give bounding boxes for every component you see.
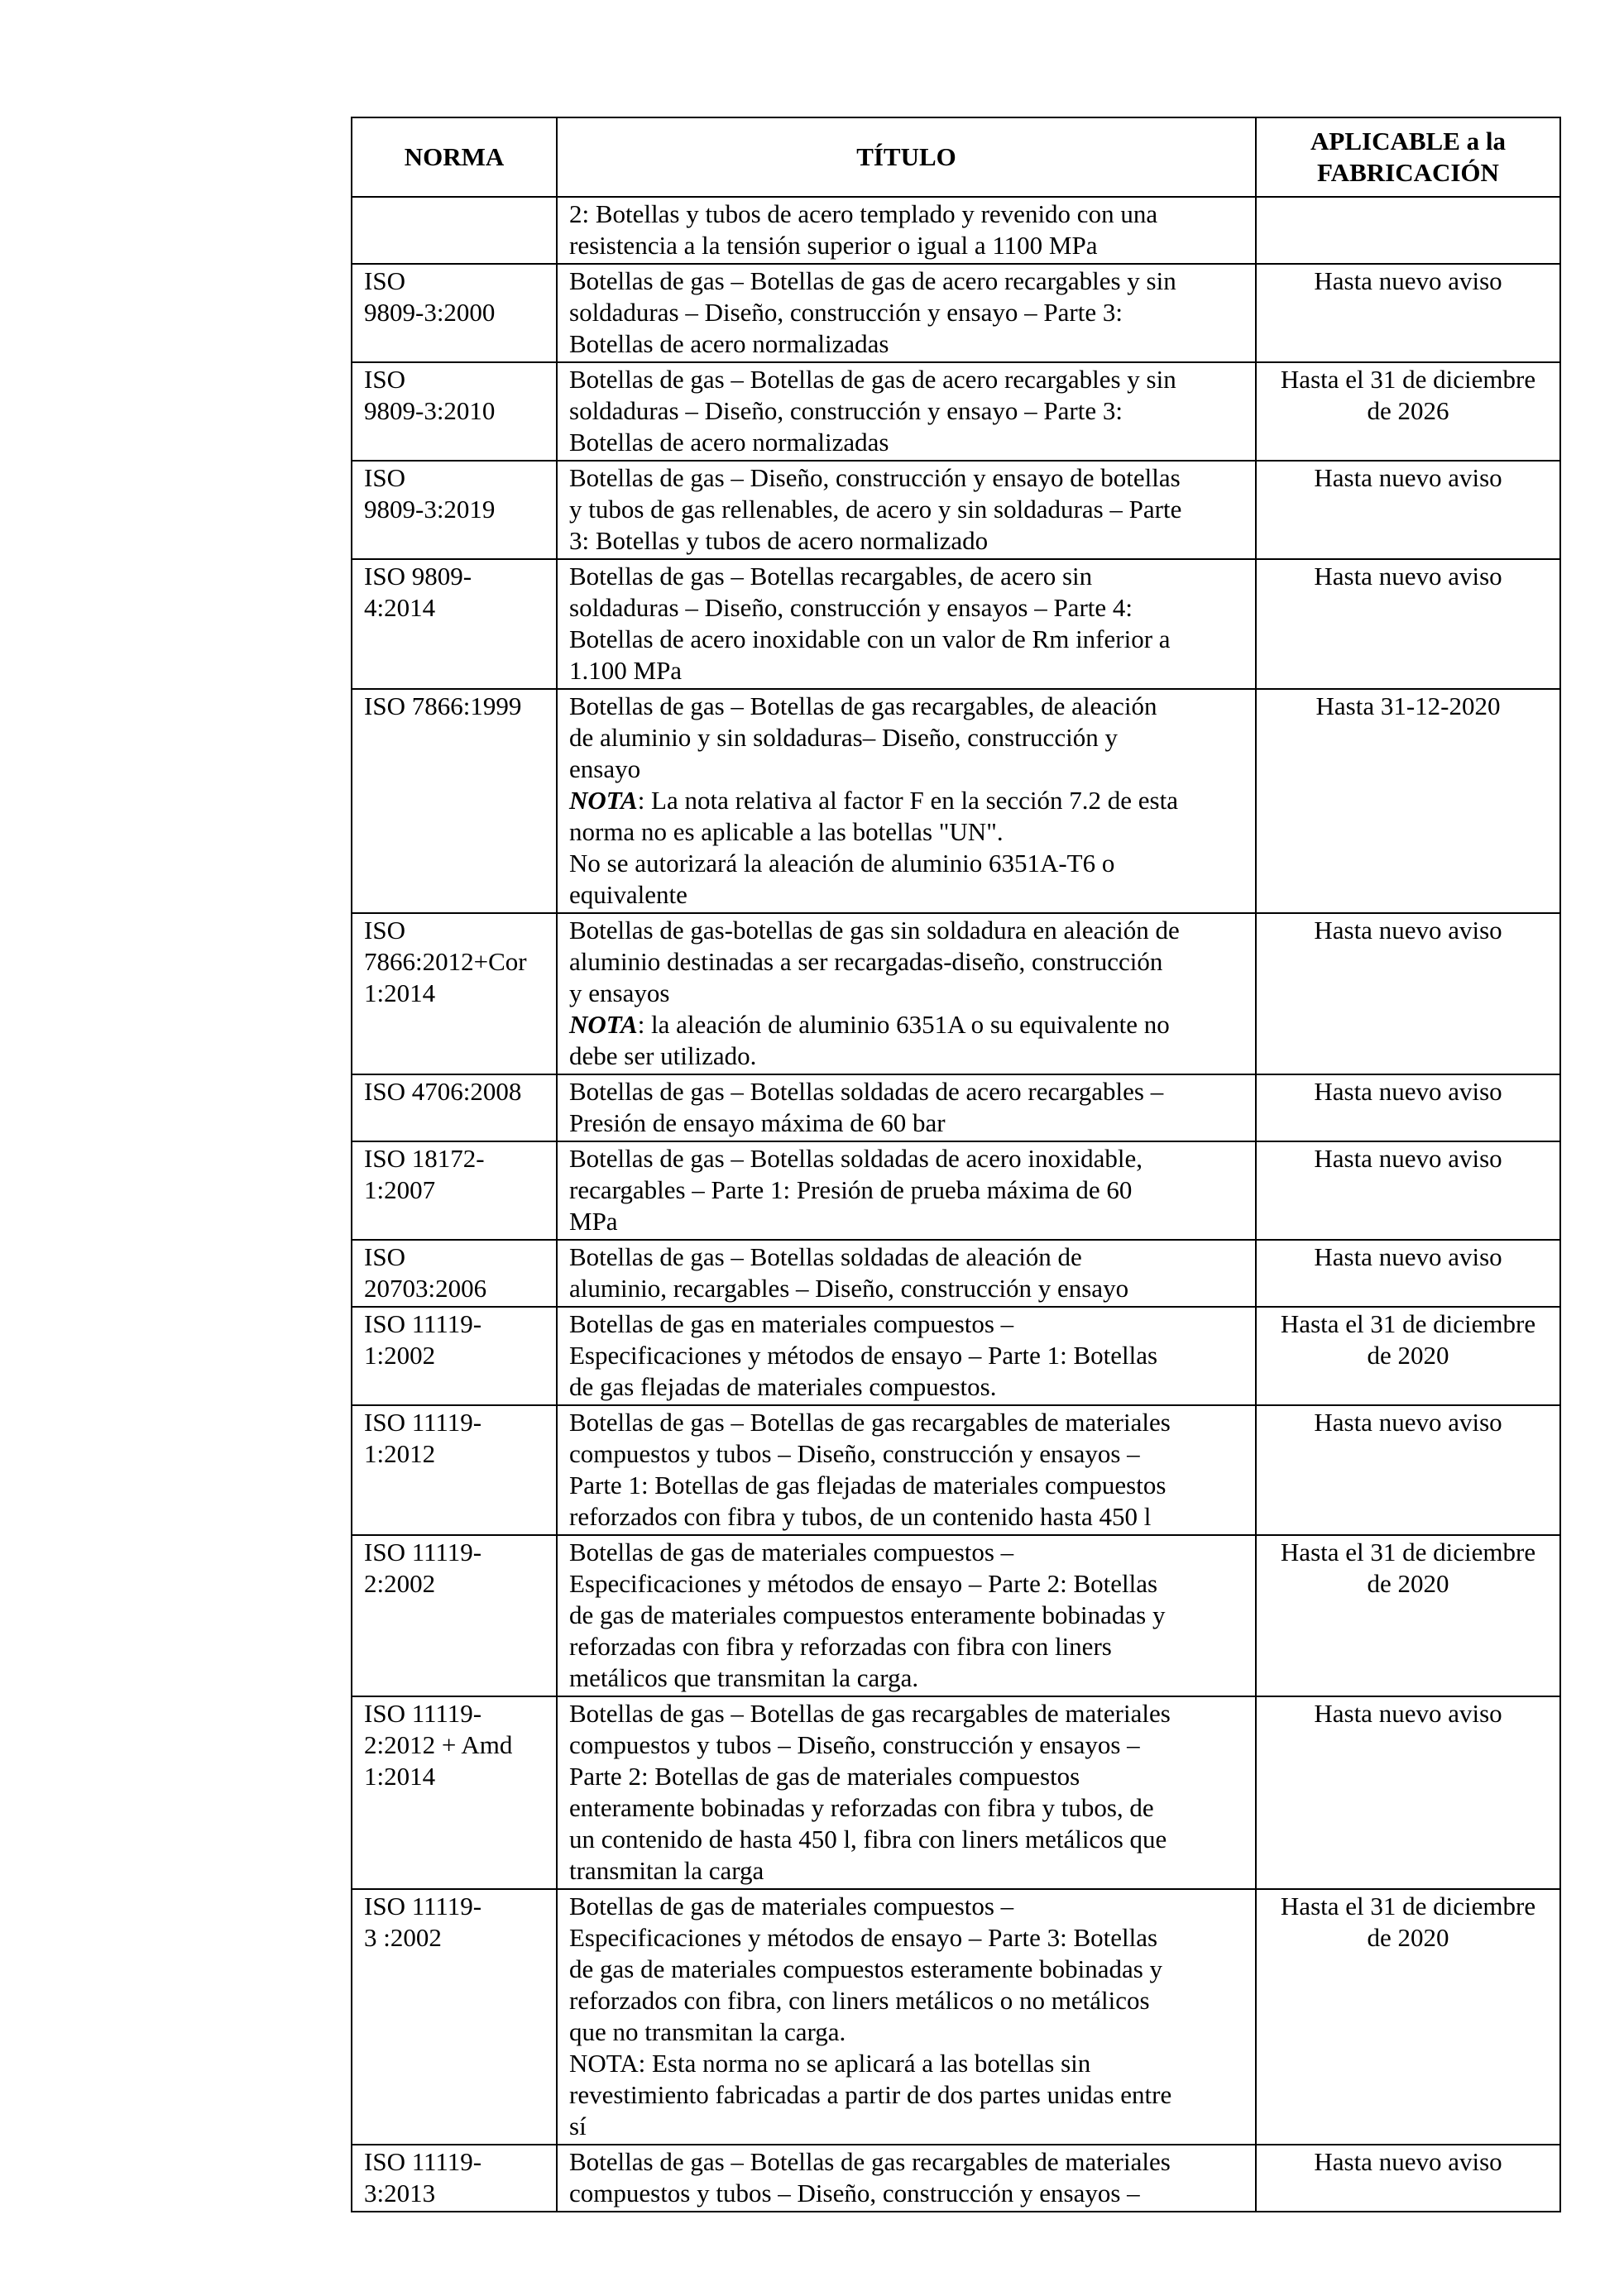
norma-line: 2:2002 (364, 1569, 436, 1598)
titulo-line: Botellas de gas – Botellas de gas recargables de materiales (569, 1408, 1171, 1437)
titulo-cell (557, 559, 1256, 689)
norma-cell (352, 461, 557, 559)
titulo-line: Botellas de gas – Botellas soldadas de acero inoxidable, (569, 1144, 1143, 1173)
titulo-line: un contenido de hasta 450 l, fibra con liners metálicos que (569, 1825, 1167, 1854)
titulo-line: de gas flejadas de materiales compuestos. (569, 1372, 997, 1401)
nota-label: NOTA (569, 1010, 638, 1039)
aplicable-cell (1256, 1696, 1560, 1889)
titulo-line: Botellas de gas – Botellas de gas de acero recargables y sin (569, 266, 1176, 295)
titulo-cell (557, 362, 1256, 461)
aplicable-cell (1256, 1535, 1560, 1696)
titulo-cell (557, 264, 1256, 362)
norma-cell (352, 362, 557, 461)
table-row (352, 264, 1560, 362)
titulo-cell (557, 1141, 1256, 1240)
nota-label: NOTA (569, 786, 638, 815)
titulo-line: de gas de materiales compuestos enteramente bobinadas y (569, 1600, 1166, 1629)
titulo-cell (557, 1240, 1256, 1307)
titulo-line: 2: Botellas y tubos de acero templado y revenido con una (569, 199, 1158, 228)
table-row (352, 461, 1560, 559)
titulo-line: Botellas de gas en materiales compuestos – (569, 1309, 1014, 1338)
norma-line: ISO 11119- (364, 1892, 482, 1921)
titulo-line: transmitan la carga (569, 1856, 764, 1885)
titulo-line: Botellas de gas-botellas de gas sin soldadura en aleación de (569, 916, 1180, 945)
titulo-cell (557, 1074, 1256, 1141)
norma-line: 9809-3:2019 (364, 495, 496, 524)
norma-cell (352, 1074, 557, 1141)
titulo-line: Parte 2: Botellas de gas de materiales compuestos (569, 1762, 1080, 1791)
titulo-cell (557, 1535, 1256, 1696)
aplicable-cell (1256, 913, 1560, 1074)
titulo-line: Especificaciones y métodos de ensayo – Parte 1: Botellas (569, 1341, 1158, 1370)
norma-cell (352, 689, 557, 913)
norma-line: ISO (364, 463, 405, 492)
titulo-line: norma no es aplicable a las botellas "UN". (569, 817, 1004, 846)
aplicable-line: de 2026 (1367, 396, 1449, 425)
aplicable-cell (1256, 2145, 1560, 2212)
titulo-line: y tubos de gas rellenables, de acero y sin soldaduras – Parte (569, 495, 1182, 524)
aplicable-cell (1256, 1889, 1560, 2145)
aplicable-line: Hasta nuevo aviso (1314, 1699, 1502, 1728)
norma-cell (352, 264, 557, 362)
norma-line: ISO (364, 266, 405, 295)
norma-line: 20703:2006 (364, 1274, 487, 1303)
titulo-line: compuestos y tubos – Diseño, construcción y ensayos – (569, 2179, 1140, 2208)
aplicable-line: de 2020 (1367, 1569, 1449, 1598)
standards-table (351, 117, 1561, 2212)
titulo-line: Especificaciones y métodos de ensayo – Parte 3: Botellas (569, 1923, 1158, 1952)
titulo-line: Botellas de gas – Botellas recargables, de acero sin (569, 562, 1093, 591)
titulo-line: Botellas de gas de materiales compuestos – (569, 1892, 1014, 1921)
titulo-line: ensayo (569, 754, 641, 783)
table-row (352, 362, 1560, 461)
nota-text: : la aleación de aluminio 6351A o su equivalente no (637, 1010, 1170, 1039)
table-body (352, 197, 1560, 2212)
aplicable-line: Hasta nuevo aviso (1314, 916, 1502, 945)
titulo-line: Especificaciones y métodos de ensayo – Parte 2: Botellas (569, 1569, 1158, 1598)
norma-cell (352, 1307, 557, 1405)
table-row (352, 1074, 1560, 1141)
titulo-line: Parte 1: Botellas de gas flejadas de materiales compuestos (569, 1471, 1167, 1500)
titulo-cell (557, 1696, 1256, 1889)
norma-line: 1:2012 (364, 1439, 436, 1468)
norma-cell (352, 913, 557, 1074)
titulo-line: revestimiento fabricadas a partir de dos partes unidas entre (569, 2080, 1172, 2109)
aplicable-line: Hasta 31-12-2020 (1315, 691, 1501, 720)
aplicable-cell (1256, 689, 1560, 913)
titulo-line: Presión de ensayo máxima de 60 bar (569, 1108, 946, 1137)
aplicable-line: Hasta nuevo aviso (1314, 1242, 1502, 1271)
norma-line: ISO 7866:1999 (364, 691, 522, 720)
titulo-line: No se autorizará la aleación de aluminio 6351A-T6 o (569, 849, 1115, 878)
titulo-line: Botellas de gas – Botellas soldadas de aleación de (569, 1242, 1082, 1271)
titulo-cell (557, 913, 1256, 1074)
titulo-line: y ensayos (569, 978, 670, 1007)
aplicable-line: Hasta nuevo aviso (1314, 2147, 1502, 2176)
norma-cell (352, 1240, 557, 1307)
titulo-line: Botellas de gas – Botellas de gas recargables de materiales (569, 1699, 1171, 1728)
aplicable-line: Hasta nuevo aviso (1314, 1144, 1502, 1173)
aplicable-cell (1256, 1240, 1560, 1307)
titulo-line: aluminio destinadas a ser recargadas-diseño, construcción (569, 947, 1163, 976)
norma-line: 4:2014 (364, 593, 436, 622)
aplicable-cell (1256, 1405, 1560, 1535)
table-row (352, 559, 1560, 689)
titulo-line: debe ser utilizado. (569, 1041, 757, 1070)
titulo-line: Botellas de gas – Botellas de gas de acero recargables y sin (569, 365, 1176, 394)
titulo-line: recargables – Parte 1: Presión de prueba máxima de 60 (569, 1175, 1133, 1204)
titulo-line: Botellas de gas de materiales compuestos – (569, 1538, 1014, 1567)
titulo-line: reforzados con fibra y tubos, de un contenido hasta 450 l (569, 1502, 1152, 1531)
aplicable-line: de 2020 (1367, 1923, 1449, 1952)
table-row (352, 1889, 1560, 2145)
titulo-line: de gas de materiales compuestos esteramente bobinadas y (569, 1954, 1163, 1983)
norma-line: ISO (364, 916, 405, 945)
titulo-line: de aluminio y sin soldaduras– Diseño, construcción y (569, 723, 1118, 752)
aplicable-line: Hasta nuevo aviso (1314, 1077, 1502, 1106)
aplicable-cell (1256, 461, 1560, 559)
norma-line: 1:2002 (364, 1341, 436, 1370)
norma-cell (352, 559, 557, 689)
aplicable-line: Hasta el 31 de diciembre (1280, 365, 1536, 394)
titulo-line: soldaduras – Diseño, construcción y ensayos – Parte 4: (569, 593, 1133, 622)
norma-cell (352, 1405, 557, 1535)
titulo-cell (557, 1405, 1256, 1535)
norma-line: ISO 11119- (364, 1699, 482, 1728)
titulo-line: equivalente (569, 880, 687, 909)
table-row (352, 1535, 1560, 1696)
header-norma: NORMA (352, 117, 557, 197)
norma-line: ISO 4706:2008 (364, 1077, 522, 1106)
titulo-line (569, 1009, 1243, 1040)
aplicable-line: de 2020 (1367, 1341, 1449, 1370)
norma-line: 7866:2012+Cor (364, 947, 527, 976)
table-row (352, 1141, 1560, 1240)
titulo-line: Botellas de acero normalizadas (569, 428, 889, 457)
norma-line: ISO 11119- (364, 2147, 482, 2176)
titulo-line: Botellas de acero normalizadas (569, 329, 889, 358)
aplicable-line: Hasta el 31 de diciembre (1280, 1309, 1536, 1338)
aplicable-cell (1256, 264, 1560, 362)
norma-cell (352, 1141, 557, 1240)
nota-text: : La nota relativa al factor F en la sección 7.2 de esta (637, 786, 1178, 815)
header-titulo: TÍTULO (557, 117, 1256, 197)
titulo-line: sí (569, 2112, 587, 2141)
titulo-line: compuestos y tubos – Diseño, construcción y ensayos – (569, 1439, 1140, 1468)
titulo-line: Botellas de acero inoxidable con un valor de Rm inferior a (569, 624, 1171, 653)
table-row (352, 1307, 1560, 1405)
titulo-line: Botellas de gas – Botellas de gas recargables, de aleación (569, 691, 1157, 720)
titulo-line: reforzados con fibra, con liners metálicos o no metálicos (569, 1986, 1150, 2015)
titulo-line: soldaduras – Diseño, construcción y ensayo – Parte 3: (569, 298, 1123, 327)
aplicable-line: Hasta el 31 de diciembre (1280, 1538, 1536, 1567)
aplicable-line: Hasta nuevo aviso (1314, 463, 1502, 492)
norma-line: ISO 11119- (364, 1309, 482, 1338)
table-row (352, 913, 1560, 1074)
norma-line: ISO 18172- (364, 1144, 485, 1173)
norma-line: ISO (364, 1242, 405, 1271)
titulo-cell (557, 197, 1256, 264)
titulo-line: compuestos y tubos – Diseño, construcción y ensayos – (569, 1730, 1140, 1759)
titulo-cell (557, 1307, 1256, 1405)
norma-line: 1:2007 (364, 1175, 436, 1204)
titulo-line: resistencia a la tensión superior o igual a 1100 MPa (569, 231, 1098, 260)
titulo-cell (557, 461, 1256, 559)
titulo-line: reforzadas con fibra y reforzadas con fibra con liners (569, 1632, 1112, 1661)
table-row (352, 197, 1560, 264)
table-row (352, 2145, 1560, 2212)
titulo-line: aluminio, recargables – Diseño, construcción y ensayo (569, 1274, 1129, 1303)
norma-line: 3:2013 (364, 2179, 436, 2208)
table-row (352, 689, 1560, 913)
table-row (352, 1405, 1560, 1535)
aplicable-line: Hasta nuevo aviso (1314, 266, 1502, 295)
aplicable-line: Hasta el 31 de diciembre (1280, 1892, 1536, 1921)
header-aplicable (1256, 117, 1560, 197)
titulo-line: soldaduras – Diseño, construcción y ensayo – Parte 3: (569, 396, 1123, 425)
norma-line: 9809-3:2000 (364, 298, 496, 327)
norma-cell (352, 1535, 557, 1696)
norma-line: 9809-3:2010 (364, 396, 496, 425)
norma-line: ISO (364, 365, 405, 394)
norma-line: 3 :2002 (364, 1923, 442, 1952)
titulo-line: MPa (569, 1207, 618, 1236)
norma-line: 1:2014 (364, 978, 436, 1007)
table-row (352, 1696, 1560, 1889)
titulo-line: Botellas de gas – Diseño, construcción y ensayo de botellas (569, 463, 1181, 492)
aplicable-cell (1256, 1307, 1560, 1405)
aplicable-line: Hasta nuevo aviso (1314, 562, 1502, 591)
titulo-cell (557, 1889, 1256, 2145)
aplicable-cell (1256, 1141, 1560, 1240)
table-row (352, 1240, 1560, 1307)
aplicable-line: Hasta nuevo aviso (1314, 1408, 1502, 1437)
norma-line: ISO 11119- (364, 1408, 482, 1437)
header-aplicable-line: FABRICACIÓN (1317, 158, 1499, 187)
norma-line: ISO 11119- (364, 1538, 482, 1567)
header-aplicable-line: APLICABLE a la (1310, 127, 1506, 155)
header-row (352, 117, 1560, 197)
norma-line: 1:2014 (364, 1762, 436, 1791)
aplicable-cell (1256, 559, 1560, 689)
norma-line: ISO 9809- (364, 562, 472, 591)
norma-cell (352, 2145, 557, 2212)
titulo-line: metálicos que transmitan la carga. (569, 1663, 919, 1692)
titulo-line: enteramente bobinadas y reforzadas con fibra y tubos, de (569, 1793, 1154, 1822)
norma-line: 2:2012 + Amd (364, 1730, 513, 1759)
norma-cell (352, 1889, 557, 2145)
aplicable-cell (1256, 362, 1560, 461)
titulo-line: Botellas de gas – Botellas de gas recargables de materiales (569, 2147, 1171, 2176)
table-header (352, 117, 1560, 197)
aplicable-cell (1256, 197, 1560, 264)
aplicable-cell (1256, 1074, 1560, 1141)
titulo-cell (557, 2145, 1256, 2212)
titulo-line: 3: Botellas y tubos de acero normalizado (569, 526, 989, 555)
titulo-line: 1.100 MPa (569, 656, 683, 685)
titulo-line: NOTA: Esta norma no se aplicará a las botellas sin (569, 2049, 1091, 2078)
titulo-line: Botellas de gas – Botellas soldadas de acero recargables – (569, 1077, 1164, 1106)
titulo-line (569, 785, 1243, 816)
titulo-line: que no transmitan la carga. (569, 2017, 846, 2046)
titulo-cell (557, 689, 1256, 913)
norma-cell (352, 197, 557, 264)
norma-cell (352, 1696, 557, 1889)
